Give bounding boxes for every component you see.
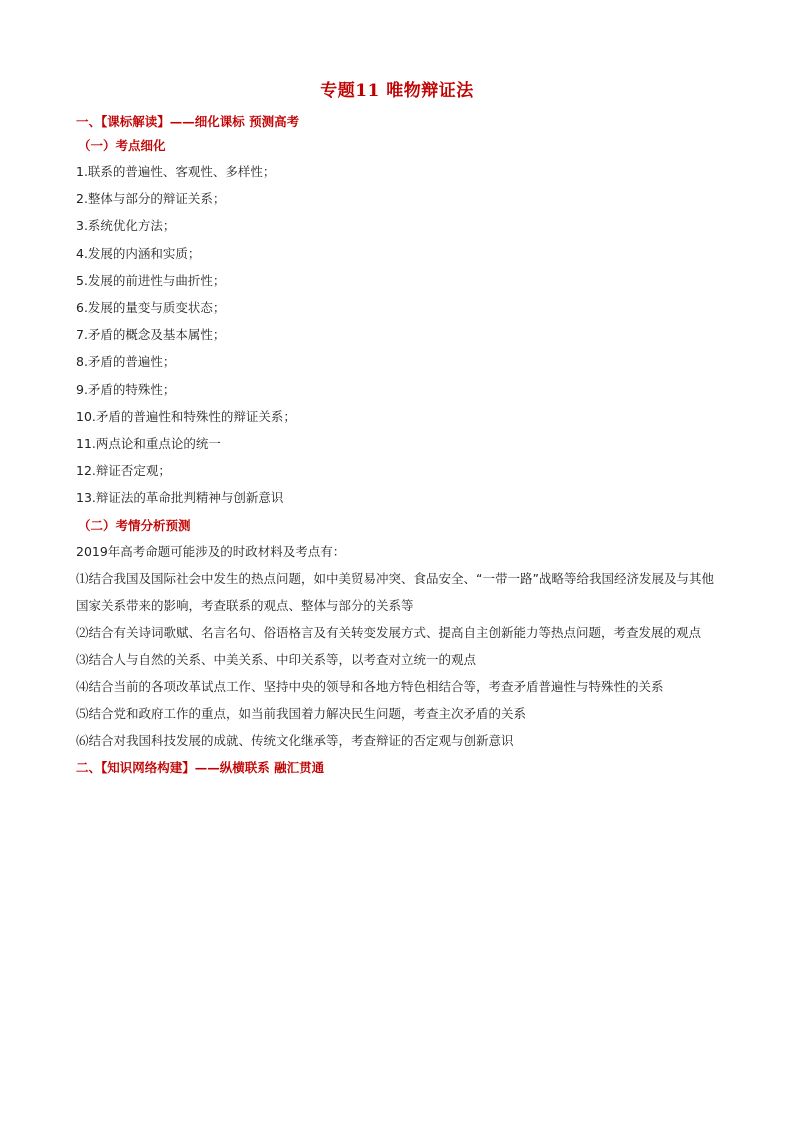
section-heading-curriculum: 一、【课标解读】——细化课标 预测高考: [76, 114, 300, 129]
subheading-key-points: （一）考点细化: [78, 138, 166, 153]
list-item: 5.发展的前进性与曲折性；: [76, 272, 226, 288]
list-item: ⑹结合对我国科技发展的成就、传统文化继承等，考查辩证的否定观与创新意识: [76, 732, 514, 748]
exam-analysis-intro: 2019年高考命题可能涉及的时政材料及考点有：: [76, 543, 346, 559]
list-item: 3.系统优化方法；: [76, 218, 176, 234]
list-item: 1.联系的普遍性、客观性、多样性；: [76, 164, 276, 179]
list-item: 13.辩证法的革命批判精神与创新意识: [76, 490, 284, 506]
subheading-exam-analysis: （二）考情分析预测: [78, 517, 191, 533]
list-item: ⑸结合党和政府工作的重点，如当前我国着力解决民生问题，考查主次矛盾的关系: [76, 705, 527, 721]
list-item: 11.两点论和重点论的统一: [76, 436, 221, 452]
section-heading-knowledge-network: 二、【知识网络构建】——纵横联系 融汇贯通: [76, 759, 325, 775]
list-item: ⑴结合我国及国际社会中发生的热点问题，如中美贸易冲突、食品安全、“一带一路”战略等给我国经济发展及与其他国家关系带来的影响，考查联系的观点、整体与部分的关系等: [76, 570, 714, 613]
key-points-list: [76, 158, 726, 512]
list-item: 2.整体与部分的辩证关系；: [76, 191, 226, 207]
list-item: 6.发展的量变与质变状态；: [76, 300, 226, 316]
exam-analysis-list: [76, 565, 726, 754]
list-item: ⑶结合人与自然的关系、中美关系、中印关系等，以考查对立统一的观点: [76, 651, 477, 667]
document-title: 专题11 唯物辩证法: [320, 81, 474, 101]
list-item: 10.矛盾的普遍性和特殊性的辩证关系；: [76, 408, 296, 424]
list-item: 9.矛盾的特殊性；: [76, 381, 176, 397]
list-item: ⑵结合有关诗词歌赋、名言名句、俗语格言及有关转变发展方式、提高自主创新能力等热点问题，考查发展的观点: [76, 624, 702, 640]
list-item: 8.矛盾的普遍性；: [76, 354, 176, 370]
list-item: 7.矛盾的概念及基本属性；: [76, 327, 226, 343]
document-body: [76, 112, 726, 778]
list-item: 4.发展的内涵和实质；: [76, 245, 201, 261]
list-item: ⑷结合当前的各项改革试点工作、坚持中央的领导和各地方特色相结合等，考查矛盾普遍性与特殊性的关系: [76, 678, 664, 694]
list-item: 12.辩证否定观；: [76, 463, 171, 479]
